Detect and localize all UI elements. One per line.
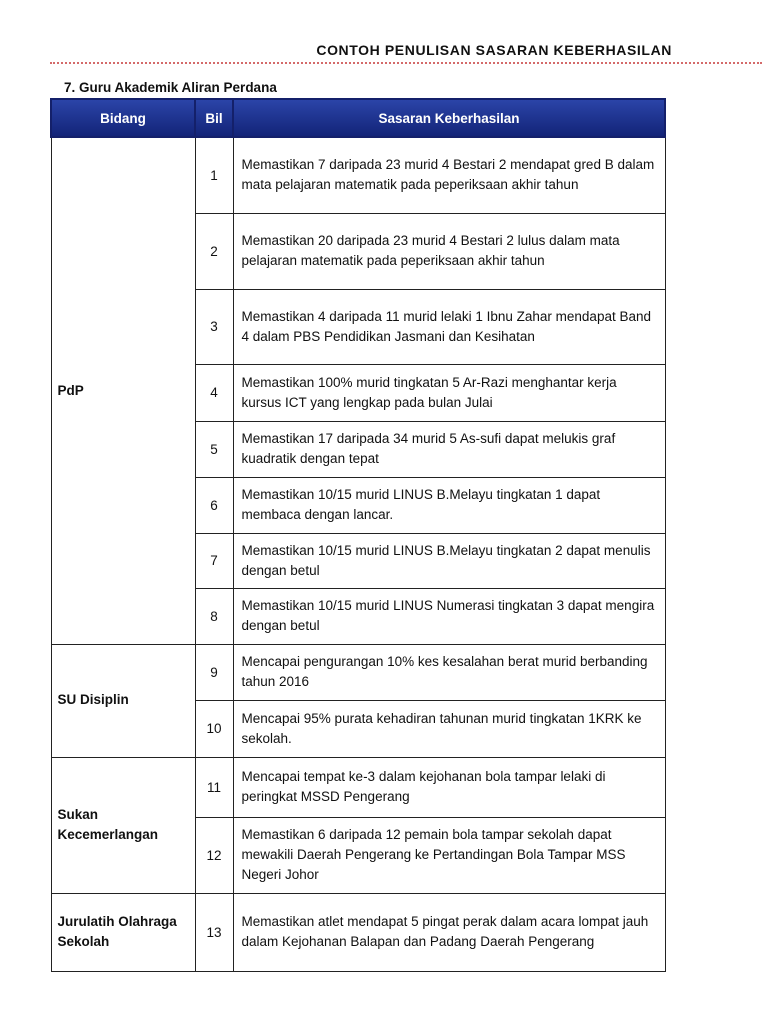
bil-cell: 10 xyxy=(195,700,233,757)
targets-table xyxy=(50,98,666,972)
table-row xyxy=(51,893,665,971)
bil-cell: 13 xyxy=(195,893,233,971)
table-row xyxy=(51,644,665,700)
sasaran-cell: Mencapai pengurangan 10% kes kesalahan berat murid berbanding tahun 2016 xyxy=(233,644,665,700)
bil-cell: 6 xyxy=(195,477,233,533)
column-header-bidang: Bidang xyxy=(51,99,195,137)
bil-cell: 5 xyxy=(195,421,233,477)
bil-cell: 8 xyxy=(195,588,233,644)
bil-cell: 12 xyxy=(195,817,233,893)
sasaran-cell: Memastikan 10/15 murid LINUS Numerasi tingkatan 3 dapat mengira dengan betul xyxy=(233,588,665,644)
table-row xyxy=(51,757,665,817)
sasaran-cell: Memastikan 10/15 murid LINUS B.Melayu tingkatan 1 dapat membaca dengan lancar. xyxy=(233,477,665,533)
bil-cell: 7 xyxy=(195,533,233,588)
bidang-cell: Sukan Kecemerlangan xyxy=(51,757,195,893)
bil-cell: 2 xyxy=(195,213,233,289)
sasaran-cell: Memastikan 100% murid tingkatan 5 Ar-Razi menghantar kerja kursus ICT yang lengkap pada bulan Julai xyxy=(233,364,665,421)
bil-cell: 9 xyxy=(195,644,233,700)
bidang-cell: PdP xyxy=(51,137,195,644)
column-header-sasaran: Sasaran Keberhasilan xyxy=(233,99,665,137)
column-header-bil: Bil xyxy=(195,99,233,137)
header-divider xyxy=(50,62,762,64)
sasaran-cell: Memastikan 6 daripada 12 pemain bola tampar sekolah dapat mewakili Daerah Pengerang ke Pertandingan Bola Tampar MSS Negeri Johor xyxy=(233,817,665,893)
bidang-cell: Jurulatih Olahraga Sekolah xyxy=(51,893,195,971)
bil-cell: 3 xyxy=(195,289,233,364)
sasaran-cell: Memastikan 7 daripada 23 murid 4 Bestari 2 mendapat gred B dalam mata pelajaran matematik pada peperiksaan akhir tahun xyxy=(233,137,665,213)
sasaran-cell: Memastikan 20 daripada 23 murid 4 Bestari 2 lulus dalam mata pelajaran matematik pada peperiksaan akhir tahun xyxy=(233,213,665,289)
table-header-row xyxy=(51,99,665,137)
bil-cell: 1 xyxy=(195,137,233,213)
document-title: CONTOH PENULISAN SASARAN KEBERHASILAN xyxy=(316,42,672,58)
sasaran-cell: Memastikan 17 daripada 34 murid 5 As-sufi dapat melukis graf kuadratik dengan tepat xyxy=(233,421,665,477)
bil-cell: 4 xyxy=(195,364,233,421)
table-row xyxy=(51,137,665,213)
sasaran-cell: Mencapai 95% purata kehadiran tahunan murid tingkatan 1KRK ke sekolah. xyxy=(233,700,665,757)
sasaran-cell: Memastikan 10/15 murid LINUS B.Melayu tingkatan 2 dapat menulis dengan betul xyxy=(233,533,665,588)
sasaran-cell: Mencapai tempat ke-3 dalam kejohanan bola tampar lelaki di peringkat MSSD Pengerang xyxy=(233,757,665,817)
bidang-cell: SU Disiplin xyxy=(51,644,195,757)
bil-cell: 11 xyxy=(195,757,233,817)
section-heading: 7. Guru Akademik Aliran Perdana xyxy=(64,80,277,95)
sasaran-cell: Memastikan 4 daripada 11 murid lelaki 1 Ibnu Zahar mendapat Band 4 dalam PBS Pendidikan Jasmani dan Kesihatan xyxy=(233,289,665,364)
sasaran-cell: Memastikan atlet mendapat 5 pingat perak dalam acara lompat jauh dalam Kejohanan Balapan dan Padang Daerah Pengerang xyxy=(233,893,665,971)
